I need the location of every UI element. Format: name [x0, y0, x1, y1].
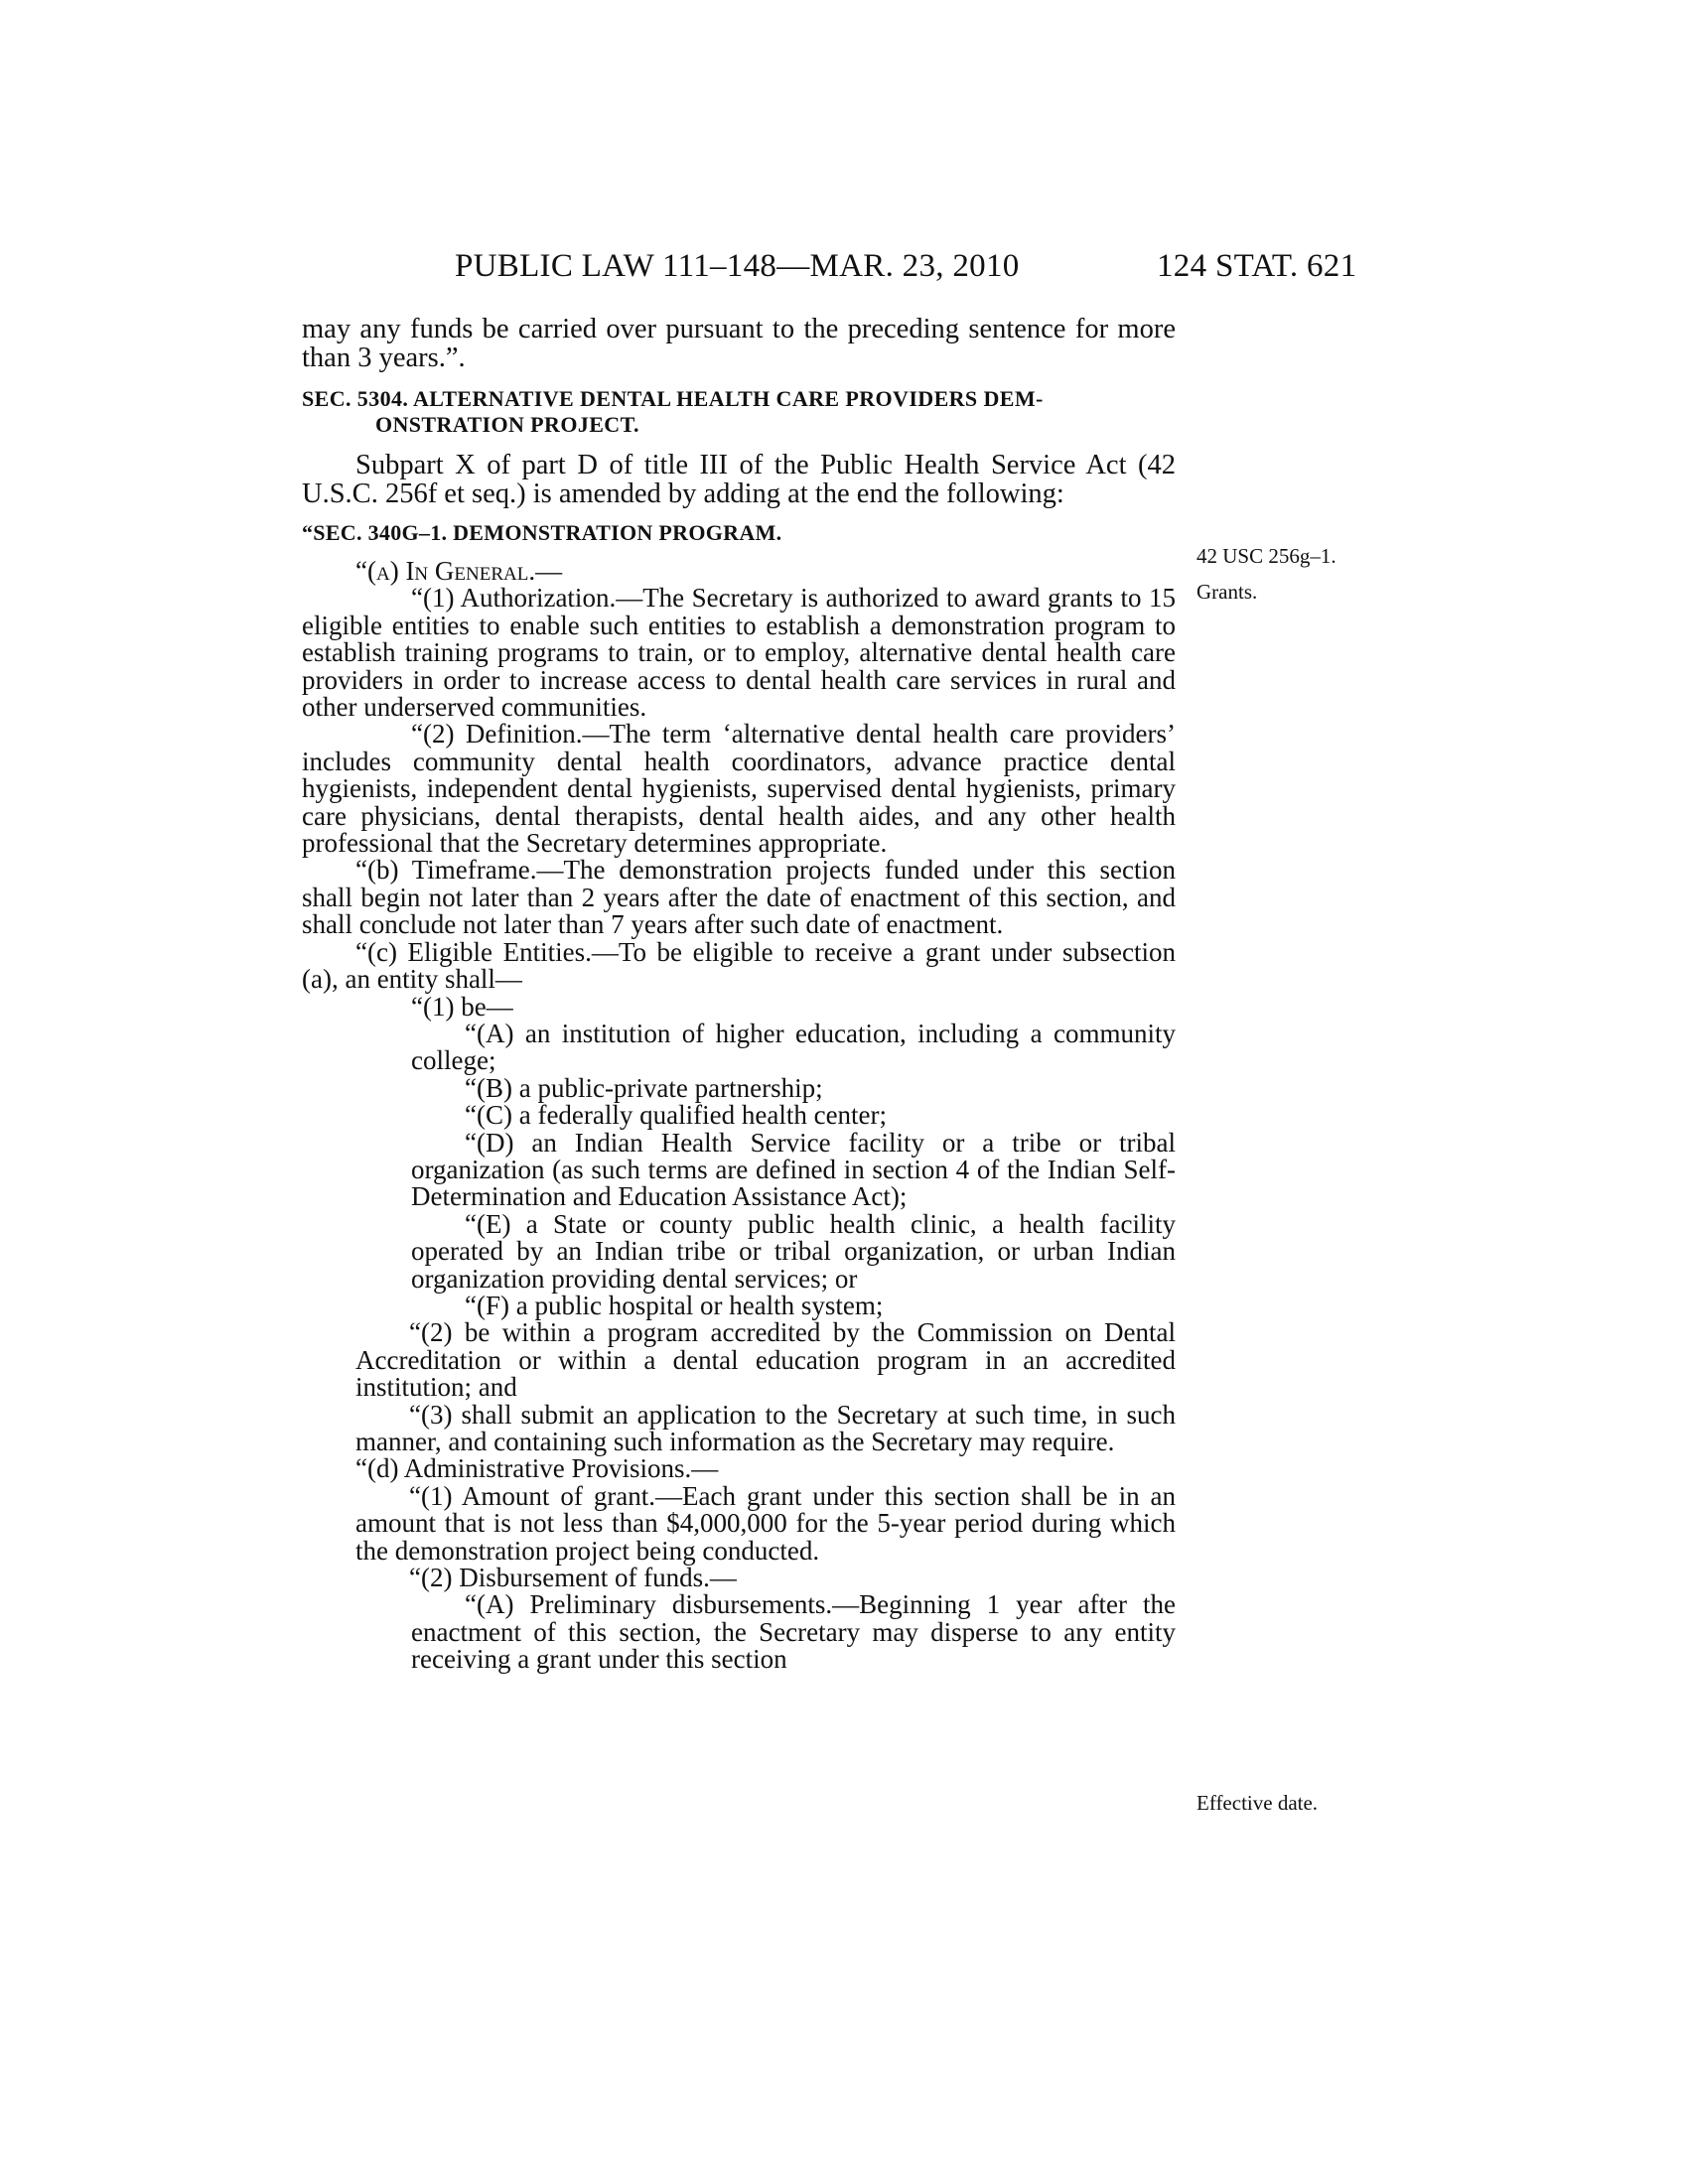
paragraph-c1: “(1) be—	[411, 991, 513, 1022]
section-heading-5304-line1: SEC. 5304. ALTERNATIVE DENTAL HEALTH CARE PROVIDERS DEM-	[302, 386, 1044, 411]
paragraph-a1-authorization: “(1) Authorization.—The Secretary is authorized to award grants to 15 eligible entities to enable such entities to establish a demonstration program to establish training programs to train, or to employ, alternative dental health care providers in order to increase access to dental health care services in rural and other underserved communities.	[302, 583, 1176, 723]
paragraph-d1-amount: “(1) Amount of grant.—Each grant under this section shall be in an amount that is not less than $4,000,000 for the 5-year period during which the demonstration project being conducted.	[355, 1480, 1176, 1566]
clause-c-c: “(C) a federally qualified health center;	[465, 1100, 888, 1131]
clause-c-f: “(F) a public hospital or health system;	[465, 1290, 884, 1320]
clause-c-e: “(E) a State or county public health clinic, a health facility operated by an Indian tribe or tribal organization, or urban Indian organization providing dental services; or	[411, 1208, 1176, 1294]
page-citation: 124 STAT. 621	[1157, 248, 1357, 284]
margin-note-effective-date: Effective date.	[1196, 1791, 1319, 1815]
section-heading-5304	[302, 386, 1176, 438]
paragraph-carryover: may any funds be carried over pursuant to the preceding sentence for more than 3 years.”.	[302, 314, 1176, 373]
margin-note-grants: Grants.	[1196, 580, 1258, 604]
section-heading-5304-line2: ONSTRATION PROJECT.	[375, 412, 639, 437]
clause-c-a: “(A) an institution of higher education, including a community college;	[411, 1018, 1176, 1076]
document-body	[302, 316, 1176, 1674]
subsection-a-heading: “(a) In General.—	[355, 556, 563, 586]
paragraph-c2: “(2) be within a program accredited by the Commission on Dental Accreditation or within a dental education program in an accredited institution; and	[355, 1317, 1176, 1403]
clause-c-b: “(B) a public-private partnership;	[465, 1072, 823, 1103]
margin-note-usc: 42 USC 256g–1.	[1196, 544, 1336, 568]
subsection-b-timeframe: “(b) Timeframe.—The demonstration projects funded under this section shall begin not later than 2 years after the date of enactment of this section, and shall conclude not later than 7 years after such date of enactment.	[302, 855, 1176, 940]
paragraph-d2-disbursement: “(2) Disbursement of funds.—	[409, 1563, 737, 1593]
paragraph-subpart: Subpart X of part D of title III of the Public Health Service Act (42 U.S.C. 256f et seq.) is amended by adding at the end the following:	[302, 450, 1176, 509]
clause-c-d: “(D) an Indian Health Service facility or a tribe or tribal organization (as such terms are defined in section 4 of the Indian Self-Determination and Education Assistance Act);	[411, 1127, 1176, 1212]
section-heading-340g1: “SEC. 340G–1. DEMONSTRATION PROGRAM.	[302, 520, 782, 545]
subsection-c-eligible-entities: “(c) Eligible Entities.—To be eligible to receive a grant under subsection (a), an entity shall—	[302, 936, 1176, 995]
paragraph-a2-definition: “(2) Definition.—The term ‘alternative dental health care providers’ includes community dental health coordinators, advance practice dental hygienists, independent dental hygienists, supervised dental hygienists, primary care physicians, dental therapists, dental health aides, and any other health professional that the Secretary determines appropriate.	[302, 719, 1176, 859]
running-header-left: PUBLIC LAW 111–148—MAR. 23, 2010	[455, 248, 1020, 284]
subsection-d-heading: “(d) Administrative Provisions.—	[355, 1453, 719, 1484]
paragraph-c3: “(3) shall submit an application to the Secretary at such time, in such manner, and containing such information as the Secretary may require.	[355, 1399, 1176, 1456]
clause-d-a-preliminary: “(A) Preliminary disbursements.—Beginning 1 year after the enactment of this section, the Secretary may disperse to any entity receiving a grant under this section	[411, 1589, 1176, 1675]
